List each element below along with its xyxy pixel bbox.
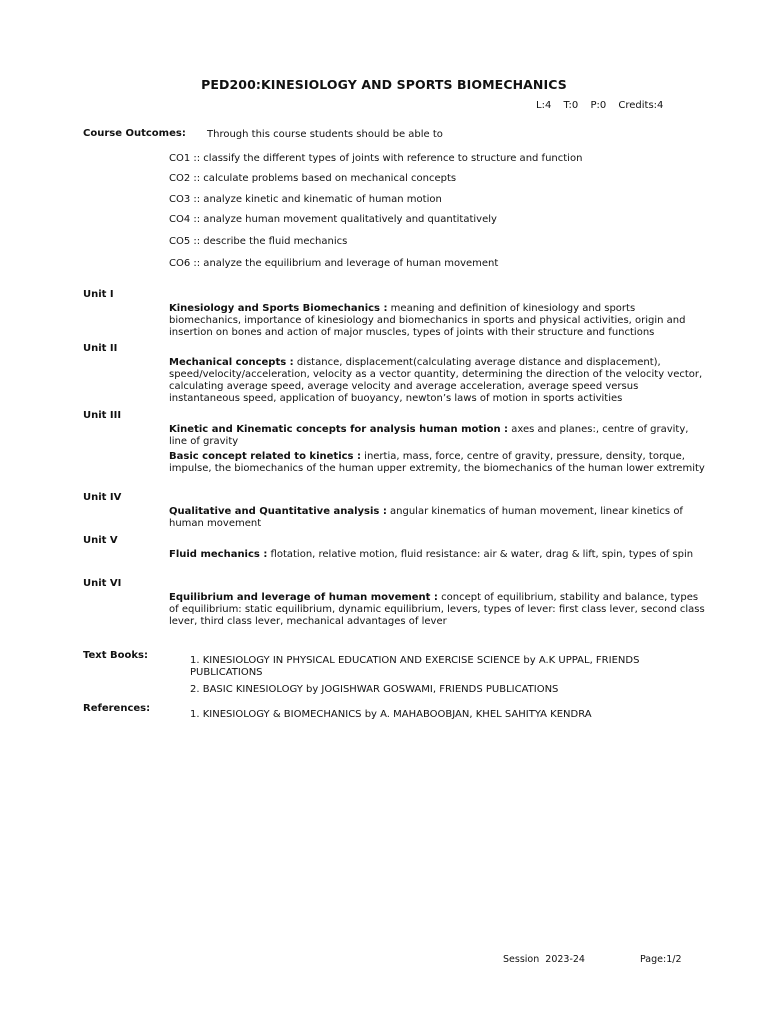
unit-topic	[169, 303, 709, 339]
credit-structure	[536, 100, 672, 111]
unit-label: Unit I	[83, 289, 114, 300]
unit-topic	[169, 506, 709, 530]
unit-topic-heading: Fluid mechanics :	[169, 549, 268, 560]
unit-topic	[169, 592, 709, 628]
course-outcome-item: CO3 :: analyze kinetic and kinematic of human motion	[169, 194, 442, 205]
session-label: Session 2023-24	[503, 954, 585, 965]
course-outcome-item: CO6 :: analyze the equilibrium and leverage of human movement	[169, 258, 499, 269]
unit-label: Unit II	[83, 343, 118, 354]
unit-label: Unit III	[83, 410, 122, 421]
unit-topic-text: axes and planes:, centre of gravity, line of gravity	[169, 424, 689, 447]
course-title: PED200:KINESIOLOGY AND SPORTS BIOMECHANICS	[201, 77, 567, 92]
course-outcome-item: CO5 :: describe the fluid mechanics	[169, 236, 348, 247]
unit-topic	[169, 451, 709, 475]
unit-topic	[169, 357, 709, 405]
unit-topic-text: inertia, mass, force, centre of gravity, pressure, density, torque, impulse, the biomechanics of the human upper extremity, the biomechanics of the human lower extremity	[169, 451, 705, 474]
unit-topic-heading: Qualitative and Quantitative analysis :	[169, 506, 387, 517]
unit-topic	[169, 549, 709, 561]
page-number: Page:1/2	[640, 954, 682, 965]
unit-label: Unit VI	[83, 578, 122, 589]
course-outcome-item: CO2 :: calculate problems based on mechanical concepts	[169, 173, 457, 184]
text-books-label: Text Books:	[83, 650, 148, 661]
credits: Credits:4	[618, 100, 664, 111]
course-outcomes-intro: Through this course students should be able to	[207, 129, 443, 140]
unit-topic	[169, 424, 709, 448]
unit-topic-heading: Kinesiology and Sports Biomechanics :	[169, 303, 388, 314]
unit-topic-heading: Kinetic and Kinematic concepts for analysis human motion :	[169, 424, 509, 435]
practical-hours: P:0	[590, 100, 607, 111]
course-outcome-item: CO1 :: classify the different types of joints with reference to structure and function	[169, 153, 583, 164]
lecture-hours: L:4	[536, 100, 552, 111]
unit-topic-heading: Mechanical concepts :	[169, 357, 294, 368]
references-label: References:	[83, 703, 151, 714]
unit-topic-text: meaning and definition of kinesiology and sports biomechanics, importance of kinesiology and biomechanics in sports and physical activities, origin and insertion on bones and action of major muscles, types of joints with their structure and functions	[169, 303, 686, 338]
unit-topic-text: angular kinematics of human movement, linear kinetics of human movement	[169, 506, 683, 529]
text-book-item: 2. BASIC KINESIOLOGY by JOGISHWAR GOSWAMI, FRIENDS PUBLICATIONS	[190, 684, 559, 695]
reference-item: 1. KINESIOLOGY & BIOMECHANICS by A. MAHABOOBJAN, KHEL SAHITYA KENDRA	[190, 709, 592, 720]
unit-label: Unit V	[83, 535, 118, 546]
unit-topic-text: concept of equilibrium, stability and balance, types of equilibrium: static equilibrium, dynamic equilibrium, levers, types of lever: first class lever, second class lever, third class lever, mechanical advantages of lever	[169, 592, 705, 627]
unit-topic-text: distance, displacement(calculating average distance and displacement), speed/velocity/acceleration, velocity as a vector quantity, determining the direction of the velocity vector, calculating average speed, average velocity and average acceleration, average speed versus instantaneous speed, application of buoyancy, newton’s laws of motion in sports activities	[169, 357, 703, 404]
tutorial-hours: T:0	[563, 100, 579, 111]
text-book-item: 1. KINESIOLOGY IN PHYSICAL EDUCATION AND EXERCISE SCIENCE by A.K UPPAL, FRIENDS PUBLICATIONS	[190, 655, 640, 678]
unit-topic-heading: Basic concept related to kinetics :	[169, 451, 361, 462]
unit-topic-text: flotation, relative motion, fluid resistance: air & water, drag & lift, spin, types of spin	[267, 549, 694, 560]
unit-topic-heading: Equilibrium and leverage of human movement :	[169, 592, 438, 603]
unit-label: Unit IV	[83, 492, 122, 503]
course-outcomes-label: Course Outcomes:	[83, 128, 186, 139]
course-outcome-item: CO4 :: analyze human movement qualitatively and quantitatively	[169, 214, 497, 225]
